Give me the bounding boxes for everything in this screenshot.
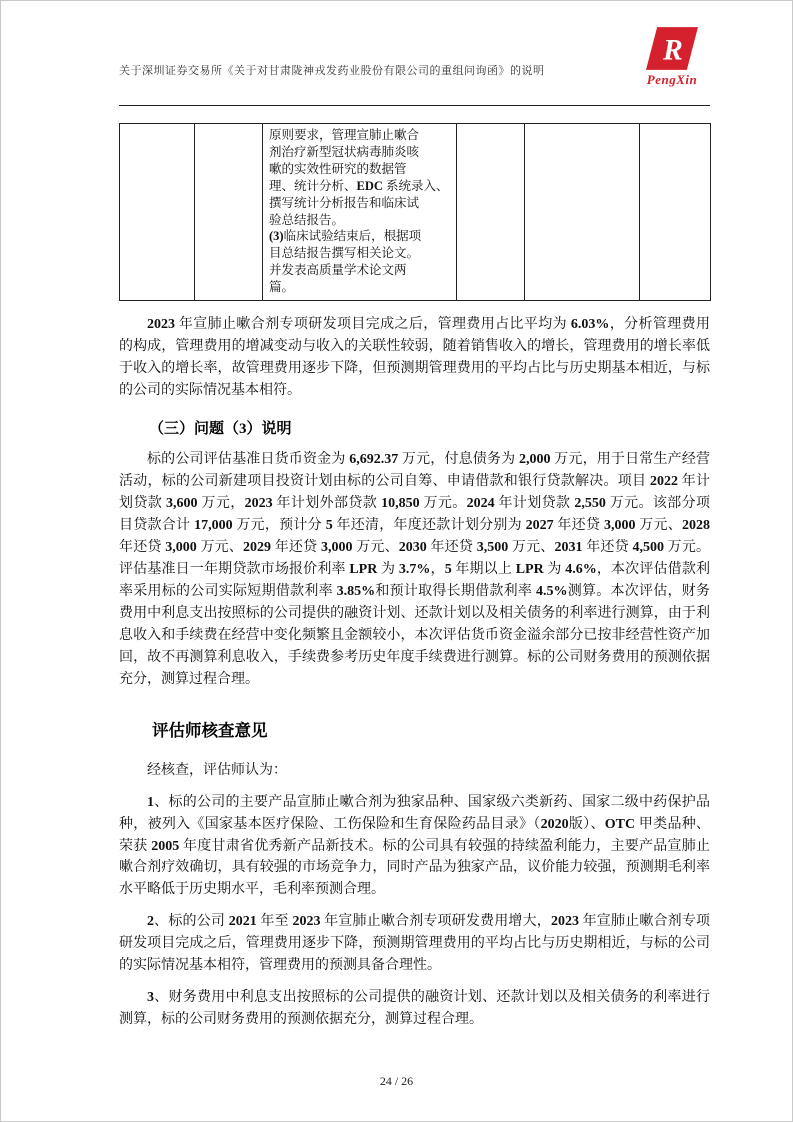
table-cell-empty: [120, 124, 195, 301]
table-cell-text: [269, 127, 451, 296]
logo-wordmark: PengXin: [646, 72, 698, 87]
heading-question-3: （三）问题（3）说明: [149, 420, 292, 437]
table-cell-line: 剂治疗新型冠状病毒肺炎咳: [269, 144, 420, 159]
paragraph-opinion-intro: 经核查，评估师认为：: [147, 762, 287, 778]
table-cell-line: 目总结报告撰写相关论文。: [269, 246, 420, 261]
opinion-item-1: 1、标的公司的主要产品宣肺止嗽合剂为独家品种、国家级六类新药、国家二级中药保护品种，被列入《国家基本医疗保险、工伤保险和生育保险药品目录》（2020版）、OTC 甲类品种、荣获 2005 年度甘肃省优秀新产品新技术。标的公司具有较强的持续盈利能力，主要产品宣肺止嗽合剂疗效确切，具有较强的市场竞争力，同时产品为独家产品，议价能力较强，预测期毛利率水平略低于历史期水平，毛利率预测合理。: [119, 794, 711, 898]
document-body: [119, 314, 710, 1031]
table-cell-line: (3)临床试验结束后，根据项: [269, 229, 422, 244]
paragraph-question-3-explanation: 标的公司评估基准日货币资金为 6,692.37 万元，付息债务为 2,000 万元，用于日常生产经营活动，标的公司新建项目投资计划由标的公司自筹、申请借款和银行贷款解决。项目 2022 年计划贷款 3,600 万元，2023 年计划外部贷款 10,850 万元。2024 年计划贷款 2,550 万元。该部分项目贷款合计 17,000 万元，预计分 5 年还清，年度还款计划分别为 2027 年还贷 3,000 万元、2028 年还贷 3,000 万元、2029 年还贷 3,000 万元、2030 年还贷 3,500 万元、2031 年还贷 4,500 万元。评估基准日一年期贷款市场报价利率 LPR 为 3.7%，5 年期以上 LPR 为 4.6%，本次评估借款利率采用标的公司实际短期借款利率 3.85%和预计取得长期借款利率 4.5%测算。本次评估，财务费用中利息支出按照标的公司提供的融资计划、还款计划以及相关债务的利率进行测算，由于利息收入和手续费在经营中变化频繁且金额较小，本次评估货币资金溢余部分已按非经营性资产加回，故不再测算利息收入，手续费参考历史年度手续费进行测算。标的公司财务费用的预测依据充分，测算过程合理。: [119, 451, 711, 687]
page-number: 24 / 26: [379, 1074, 414, 1088]
heading-appraiser-opinion: 评估师核查意见: [152, 720, 268, 740]
table-cell-line: 理、统计分析、EDC 系统录入、: [269, 178, 449, 193]
opinion-item-2: 2、标的公司 2021 年至 2023 年宣肺止嗽合剂专项研发费用增大，2023 年宣肺止嗽合剂专项研发项目完成之后，管理费用逐步下降，预测期管理费用的平均占比与历史期相近，与标的公司的实际情况基本相符，管理费用的预测具备合理性。: [119, 914, 711, 974]
table-cell-line: 篇。: [269, 280, 295, 295]
continued-table: [119, 123, 711, 301]
bold-item-marker: (3): [269, 229, 284, 244]
table-cell-empty: [457, 124, 525, 301]
page-footer: [1, 1074, 792, 1089]
svg-text:R: R: [663, 34, 683, 67]
table-row: [120, 124, 711, 301]
paragraph-management-expense: 2023 年宣肺止嗽合剂专项研发项目完成之后，管理费用占比平均为 6.03%，分析管理费用的构成，管理费用的增减变动与收入的关联性较弱，随着销售收入的增长，管理费用的增长率低于收入的增长率，故管理费用逐步下降，但预测期管理费用的平均占比与历史期基本相近，与标的公司的实际情况基本相符。: [119, 317, 710, 398]
table-cell-line: 并发表高质量学术论文两: [269, 263, 407, 278]
table-cell-line: 嗽的实效性研究的数据管: [269, 161, 407, 176]
document-header: [119, 1, 710, 106]
logo-mark-icon: [636, 27, 708, 70]
company-logo: [636, 27, 708, 88]
opinion-item-3: 3、财务费用中利息支出按照标的公司提供的融资计划、还款计划以及相关债务的利率进行测算，标的公司财务费用的预测依据充分，测算过程合理。: [119, 990, 710, 1028]
table-cell-empty: [640, 124, 711, 301]
table-cell-line: 验总结报告。: [269, 212, 345, 227]
table-cell-empty: [195, 124, 263, 301]
table-cell-empty: [525, 124, 640, 301]
table-cell-line: 撰写统计分析报告和临床试: [269, 195, 420, 210]
table-cell-description: [263, 124, 457, 301]
table-cell-line: 原则要求，管理宣肺止嗽合: [269, 128, 420, 142]
page-content: [119, 1, 710, 1041]
header-title: 关于深圳证券交易所《关于对甘肃陇神戎发药业股份有限公司的重组问询函》的说明: [119, 65, 545, 77]
